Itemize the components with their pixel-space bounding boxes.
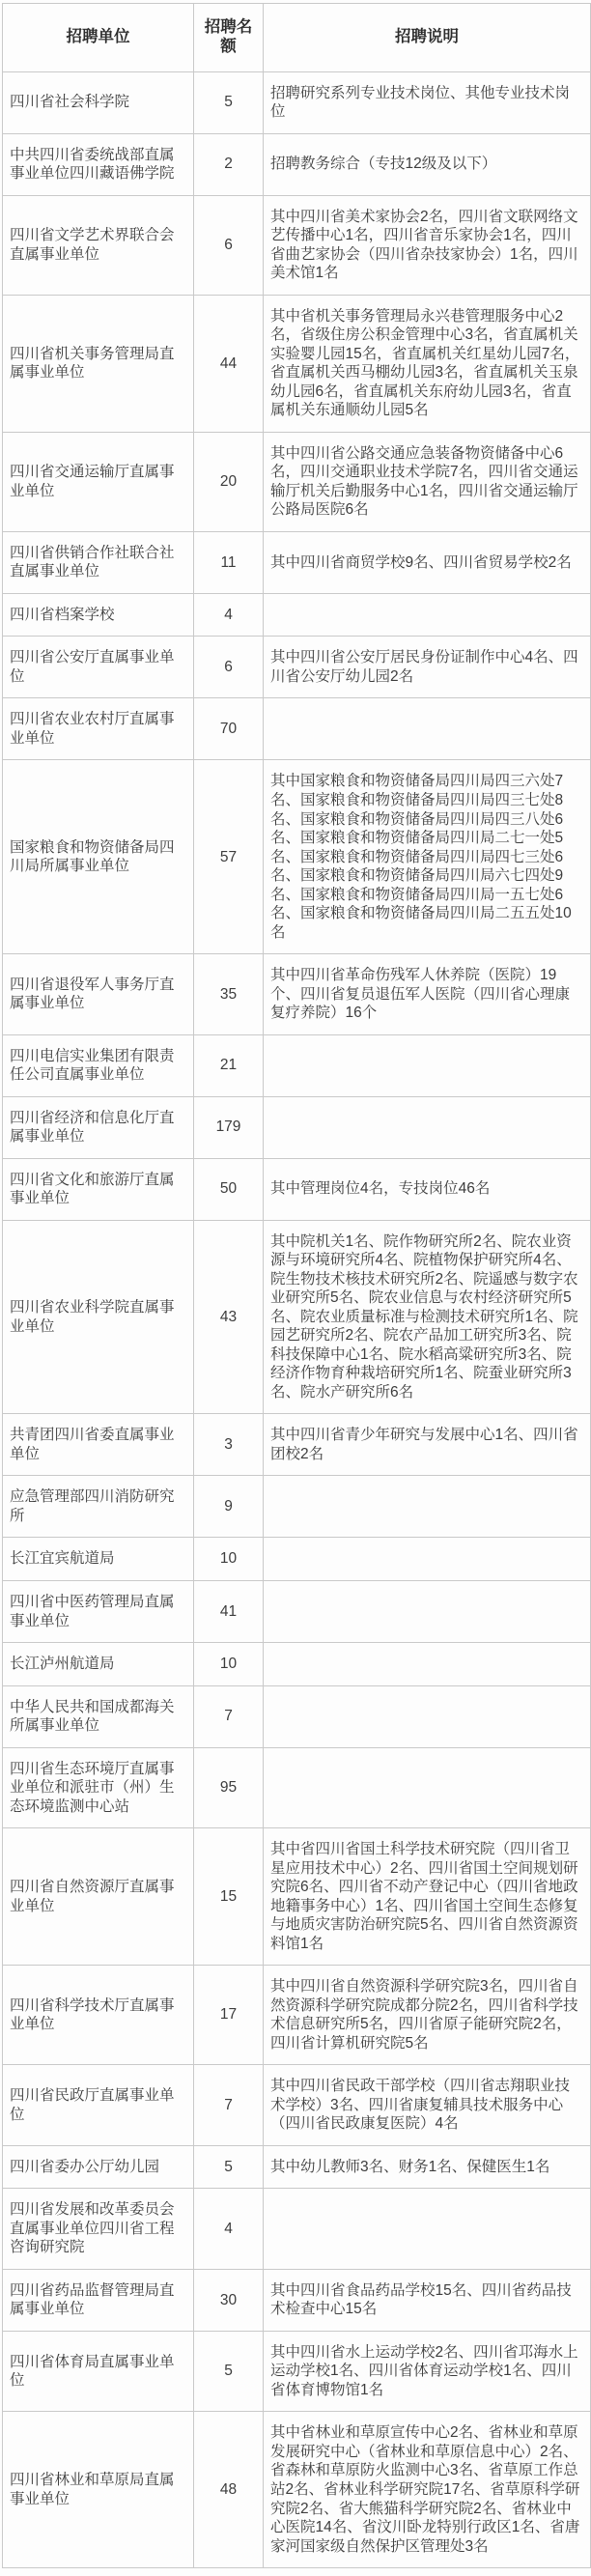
quota-cell: 35 xyxy=(194,954,264,1035)
note-cell: 其中四川省商贸学校9名、四川省贸易学校2名 xyxy=(264,531,591,593)
unit-cell: 长江泸州航道局 xyxy=(3,1643,194,1686)
table-row xyxy=(3,593,591,637)
note-cell: 其中省四川省国土科学技术研究院（四川省卫星应用技术中心）2名、四川省国土空间规划研究院6名、四川省不动产登记中心（四川省地政地籍事务中心）1名、四川省国土空间生态修复与地质灾害防治研究院5名、四川省自然资源资料馆1名 xyxy=(264,1828,591,1966)
unit-cell: 四川省档案学校 xyxy=(3,593,194,637)
note-cell: 其中四川省青少年研究与发展中心1名、四川省团校2名 xyxy=(264,1414,591,1476)
note-cell: 招聘研究系列专业技术岗位、其他专业技术岗位 xyxy=(264,71,591,133)
quota-cell: 5 xyxy=(194,2331,264,2412)
note-cell: 其中国家粮食和物资储备局四川局四三六处7名、国家粮食和物资储备局四川局四三七处8名、国家粮食和物资储备局四川局四三八处6名、国家粮食和物资储备局四川局二七一处5名、国家粮食和物资储备局四川局四七三处6名、国家粮食和物资储备局四川局六七四处9名、国家粮食和物资储备局四川局一五七处6名、国家粮食和物资储备局四川局二五五处10名 xyxy=(264,760,591,954)
header-note: 招聘说明 xyxy=(264,4,591,72)
quota-cell: 10 xyxy=(194,1538,264,1581)
unit-cell: 四川省中医药管理局直属事业单位 xyxy=(3,1580,194,1642)
quota-cell: 50 xyxy=(194,1158,264,1220)
quota-cell: 57 xyxy=(194,760,264,954)
note-cell xyxy=(264,1096,591,1158)
note-cell: 招聘教务综合（专技12级及以下） xyxy=(264,133,591,195)
note-cell: 其中四川省食品药品学校15名、四川省药品技术检查中心15名 xyxy=(264,2269,591,2331)
quota-cell: 48 xyxy=(194,2412,264,2568)
quota-cell: 2 xyxy=(194,133,264,195)
quota-cell: 95 xyxy=(194,1747,264,1828)
note-cell xyxy=(264,1538,591,1581)
note-cell: 其中四川省公安厅居民身份证制作中心4名、四川省公安厅幼儿园2名 xyxy=(264,637,591,698)
table-row xyxy=(3,531,591,593)
table-row xyxy=(3,954,591,1035)
note-cell: 其中幼儿教师3名、财务1名、保健医生1名 xyxy=(264,2145,591,2189)
unit-cell: 四川省退役军人事务厅直属事业单位 xyxy=(3,954,194,1035)
unit-cell: 四川省自然资源厅直属事业单位 xyxy=(3,1828,194,1966)
quota-cell: 11 xyxy=(194,531,264,593)
table-body xyxy=(3,71,591,2567)
header-quota: 招聘名额 xyxy=(194,4,264,72)
unit-cell: 四川电信实业集团有限责任公司直属事业单位 xyxy=(3,1034,194,1096)
table-row xyxy=(3,637,591,698)
unit-cell: 四川省交通运输厅直属事业单位 xyxy=(3,432,194,531)
unit-cell: 四川省机关事务管理局直属事业单位 xyxy=(3,295,194,432)
unit-cell: 共青团四川省委直属事业单位 xyxy=(3,1414,194,1476)
quota-cell: 179 xyxy=(194,1096,264,1158)
table-row xyxy=(3,698,591,760)
note-cell xyxy=(264,593,591,637)
note-cell xyxy=(264,2189,591,2270)
quota-cell: 3 xyxy=(194,1414,264,1476)
table-header xyxy=(3,4,591,72)
note-cell xyxy=(264,1476,591,1538)
quota-cell: 21 xyxy=(194,1034,264,1096)
quota-cell: 30 xyxy=(194,2269,264,2331)
unit-cell: 中华人民共和国成都海关所属事业单位 xyxy=(3,1685,194,1747)
table-row xyxy=(3,2412,591,2568)
unit-cell: 长江宜宾航道局 xyxy=(3,1538,194,1581)
unit-cell: 国家粮食和物资储备局四川局所属事业单位 xyxy=(3,760,194,954)
note-cell: 其中省机关事务管理局永兴巷管理服务中心2名，省级住房公积金管理中心3名，省直属机关实验婴儿园15名，省直属机关红星幼儿园7名，省直属机关西马棚幼儿园3名，省直属机关玉泉幼儿园6名，省直属机关东府幼儿园3名，省直属机关东通顺幼儿园5名 xyxy=(264,295,591,432)
unit-cell: 四川省农业农村厅直属事业单位 xyxy=(3,698,194,760)
table-row xyxy=(3,432,591,531)
table-row xyxy=(3,1158,591,1220)
unit-cell: 四川省科学技术厅直属事业单位 xyxy=(3,1966,194,2065)
table-row xyxy=(3,2331,591,2412)
quota-cell: 15 xyxy=(194,1828,264,1966)
note-cell xyxy=(264,1685,591,1747)
table-row xyxy=(3,1476,591,1538)
recruitment-table xyxy=(2,3,591,2568)
unit-cell: 中共四川省委统战部直属事业单位四川藏语佛学院 xyxy=(3,133,194,195)
table-row xyxy=(3,133,591,195)
unit-cell: 四川省林业和草原局直属事业单位 xyxy=(3,2412,194,2568)
quota-cell: 4 xyxy=(194,2189,264,2270)
unit-cell: 四川省供销合作社联合社直属事业单位 xyxy=(3,531,194,593)
quota-cell: 7 xyxy=(194,1685,264,1747)
note-cell xyxy=(264,1580,591,1642)
note-cell xyxy=(264,698,591,760)
unit-cell: 四川省生态环境厅直属事业单位和派驻市（州）生态环境监测中心站 xyxy=(3,1747,194,1828)
quota-cell: 43 xyxy=(194,1220,264,1414)
quota-cell: 20 xyxy=(194,432,264,531)
unit-cell: 四川省农业科学院直属事业单位 xyxy=(3,1220,194,1414)
note-cell: 其中四川省革命伤残军人休养院（医院）19个、四川省复员退伍军人医院（四川省心理康复疗养院）16个 xyxy=(264,954,591,1035)
table-row xyxy=(3,2189,591,2270)
quota-cell: 6 xyxy=(194,637,264,698)
note-cell: 其中四川省水上运动学校2名、四川省邛海水上运动学校1名、四川省体育运动学校1名、四川省体育博物馆1名 xyxy=(264,2331,591,2412)
table-row xyxy=(3,760,591,954)
table-row xyxy=(3,1643,591,1686)
unit-cell: 四川省公安厅直属事业单位 xyxy=(3,637,194,698)
quota-cell: 6 xyxy=(194,195,264,295)
table-row xyxy=(3,1580,591,1642)
note-cell: 其中四川省美术家协会2名，四川省文联网络文艺传播中心1名，四川省音乐家协会1名，四川省曲艺家协会（四川省杂技家协会）1名，四川美术馆1名 xyxy=(264,195,591,295)
table-row xyxy=(3,1096,591,1158)
quota-cell: 7 xyxy=(194,2065,264,2146)
table-row xyxy=(3,1747,591,1828)
note-cell: 其中管理岗位4名，专技岗位46名 xyxy=(264,1158,591,1220)
quota-cell: 44 xyxy=(194,295,264,432)
note-cell: 其中四川省民政干部学校（四川省志翔职业技术学校）3名、四川省康复辅具技术服务中心（四川省民政康复医院）4名 xyxy=(264,2065,591,2146)
table-row xyxy=(3,2145,591,2189)
unit-cell: 四川省民政厅直属事业单位 xyxy=(3,2065,194,2146)
table-row xyxy=(3,1966,591,2065)
unit-cell: 四川省体育局直属事业单位 xyxy=(3,2331,194,2412)
unit-cell: 四川省文学艺术界联合会直属事业单位 xyxy=(3,195,194,295)
quota-cell: 4 xyxy=(194,593,264,637)
table-row xyxy=(3,1685,591,1747)
table-row xyxy=(3,1220,591,1414)
quota-cell: 5 xyxy=(194,71,264,133)
note-cell: 其中院机关1名、院作物研究所2名、院农业资源与环境研究所4名、院植物保护研究所4名、院生物技术核技术研究所2名、院遥感与数字农业研究所5名、院农业信息与农村经济研究所5名、院农业质量标准与检测技术研究所1名、院园艺研究所2名、院农产品加工研究所3名、院科技保障中心1名、院水稻高粱研究所3名、院经济作物育种栽培研究所1名、院蚕业研究所3名、院水产研究所6名 xyxy=(264,1220,591,1414)
unit-cell: 四川省经济和信息化厅直属事业单位 xyxy=(3,1096,194,1158)
header-row xyxy=(3,4,591,72)
unit-cell: 四川省社会科学院 xyxy=(3,71,194,133)
table-row xyxy=(3,71,591,133)
quota-cell: 5 xyxy=(194,2145,264,2189)
note-cell xyxy=(264,1747,591,1828)
table-row xyxy=(3,1034,591,1096)
table-row xyxy=(3,195,591,295)
note-cell: 其中省林业和草原宣传中心2名、省林业和草原发展研究中心（省林业和草原信息中心）2名、省森林和草原防火监测中心3名、省草原工作总站2名、省林业科学研究院17名、省草原科学研究院2名、省大熊猫科学研究院2名、省林业中心医院14名、省汶川卧龙特别行政区1名、省唐家河国家级自然保护区管理处3名 xyxy=(264,2412,591,2568)
unit-cell: 四川省发展和改革委员会直属事业单位四川省工程咨询研究院 xyxy=(3,2189,194,2270)
table-row xyxy=(3,295,591,432)
quota-cell: 41 xyxy=(194,1580,264,1642)
note-cell xyxy=(264,1643,591,1686)
table-row xyxy=(3,1538,591,1581)
quota-cell: 9 xyxy=(194,1476,264,1538)
table-row xyxy=(3,1828,591,1966)
quota-cell: 70 xyxy=(194,698,264,760)
note-cell xyxy=(264,1034,591,1096)
note-cell: 其中四川省公路交通应急装备物资储备中心6名，四川交通职业技术学院7名，四川省交通运输厅机关后勤服务中心1名，四川省交通运输厅公路局医院6名 xyxy=(264,432,591,531)
unit-cell: 四川省药品监督管理局直属事业单位 xyxy=(3,2269,194,2331)
unit-cell: 应急管理部四川消防研究所 xyxy=(3,1476,194,1538)
table-row xyxy=(3,2065,591,2146)
unit-cell: 四川省委办公厅幼儿园 xyxy=(3,2145,194,2189)
table-row xyxy=(3,2269,591,2331)
note-cell: 其中四川省自然资源科学研究院3名，四川省自然资源科学研究院成都分院2名，四川省科学技术信息研究所5名，四川省原子能研究院2名，四川省计算机研究院5名 xyxy=(264,1966,591,2065)
header-unit: 招聘单位 xyxy=(3,4,194,72)
quota-cell: 17 xyxy=(194,1966,264,2065)
quota-cell: 10 xyxy=(194,1643,264,1686)
table-row xyxy=(3,1414,591,1476)
unit-cell: 四川省文化和旅游厅直属事业单位 xyxy=(3,1158,194,1220)
